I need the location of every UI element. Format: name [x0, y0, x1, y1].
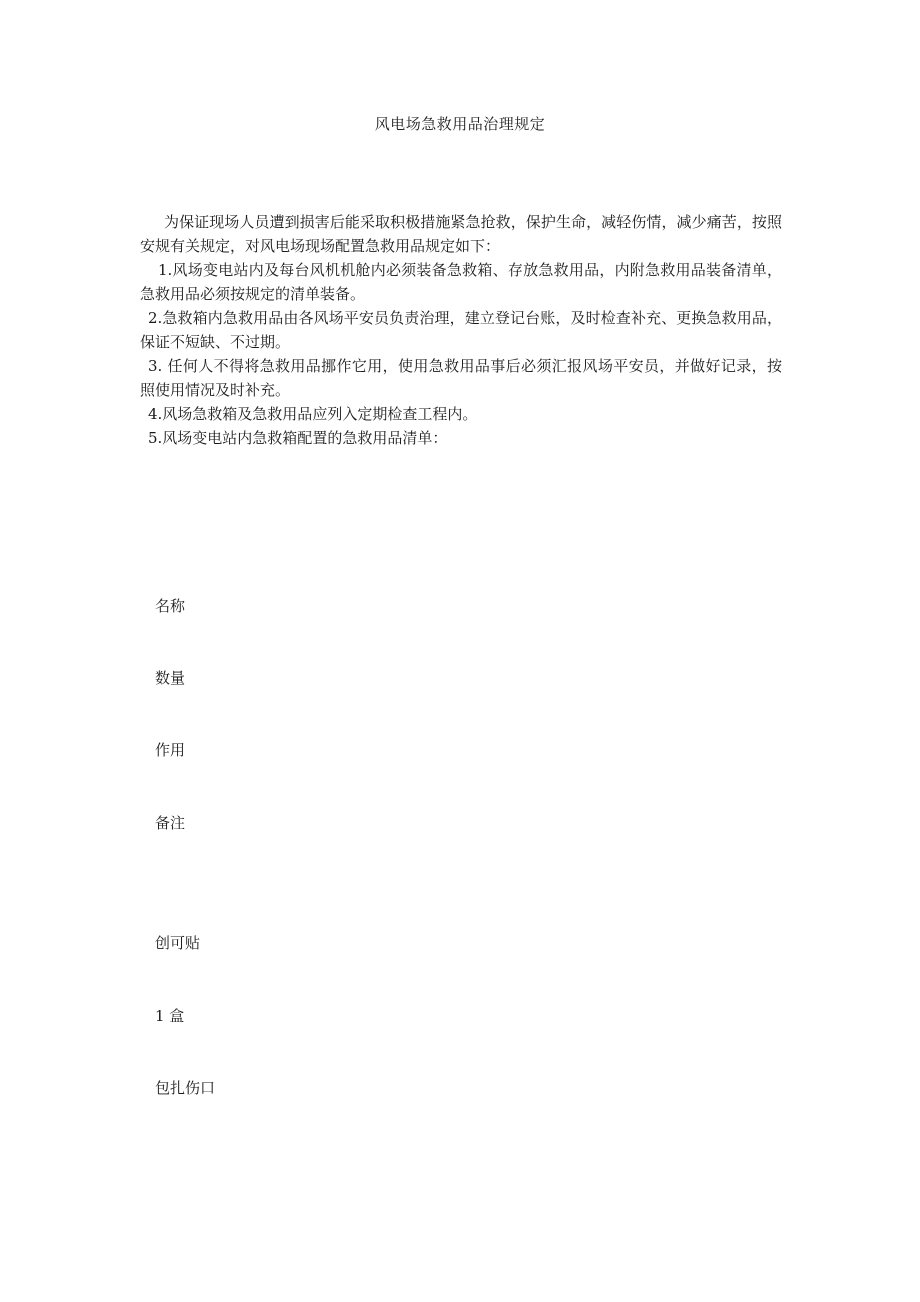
list-item: 4.风场急救箱及急救用品应列入定期检查工程内。	[148, 405, 478, 423]
table-header-note: 备注	[155, 814, 186, 832]
list-item: 1.风场变电站内及每台风机机舱内必须装备急救箱、存放急救用品，内附急救用品装备清单，急救用品必须按规定的清单装备。	[140, 261, 782, 303]
list-item: 3. 任何人不得将急救用品挪作它用，使用急救用品事后必须汇报风场平安员，并做好记录，按照使用情况及时补充。	[140, 357, 782, 399]
intro-paragraph: 为保证现场人员遭到损害后能采取积极措施紧急抢救，保护生命，减轻伤情，减少痛苦，按照安规有关规定，对风电场现场配置急救用品规定如下：	[140, 213, 782, 255]
list-item: 5.风场变电站内急救箱配置的急救用品清单：	[148, 429, 448, 447]
table-header-purpose: 作用	[155, 741, 186, 759]
document-title: 风电场急救用品治理规定	[374, 115, 546, 133]
table-cell-name: 创可贴	[155, 934, 201, 952]
list-item: 2.急救箱内急救用品由各风场平安员负责治理，建立登记台账，及时检查补充、更换急救用品，保证不短缺、不过期。	[140, 309, 782, 351]
table-cell-quantity: 1 盒	[155, 1007, 185, 1025]
table-header-name: 名称	[155, 597, 186, 615]
table-cell-purpose: 包扎伤口	[155, 1079, 216, 1097]
document-body	[140, 210, 782, 450]
table-header-quantity: 数量	[155, 669, 186, 687]
